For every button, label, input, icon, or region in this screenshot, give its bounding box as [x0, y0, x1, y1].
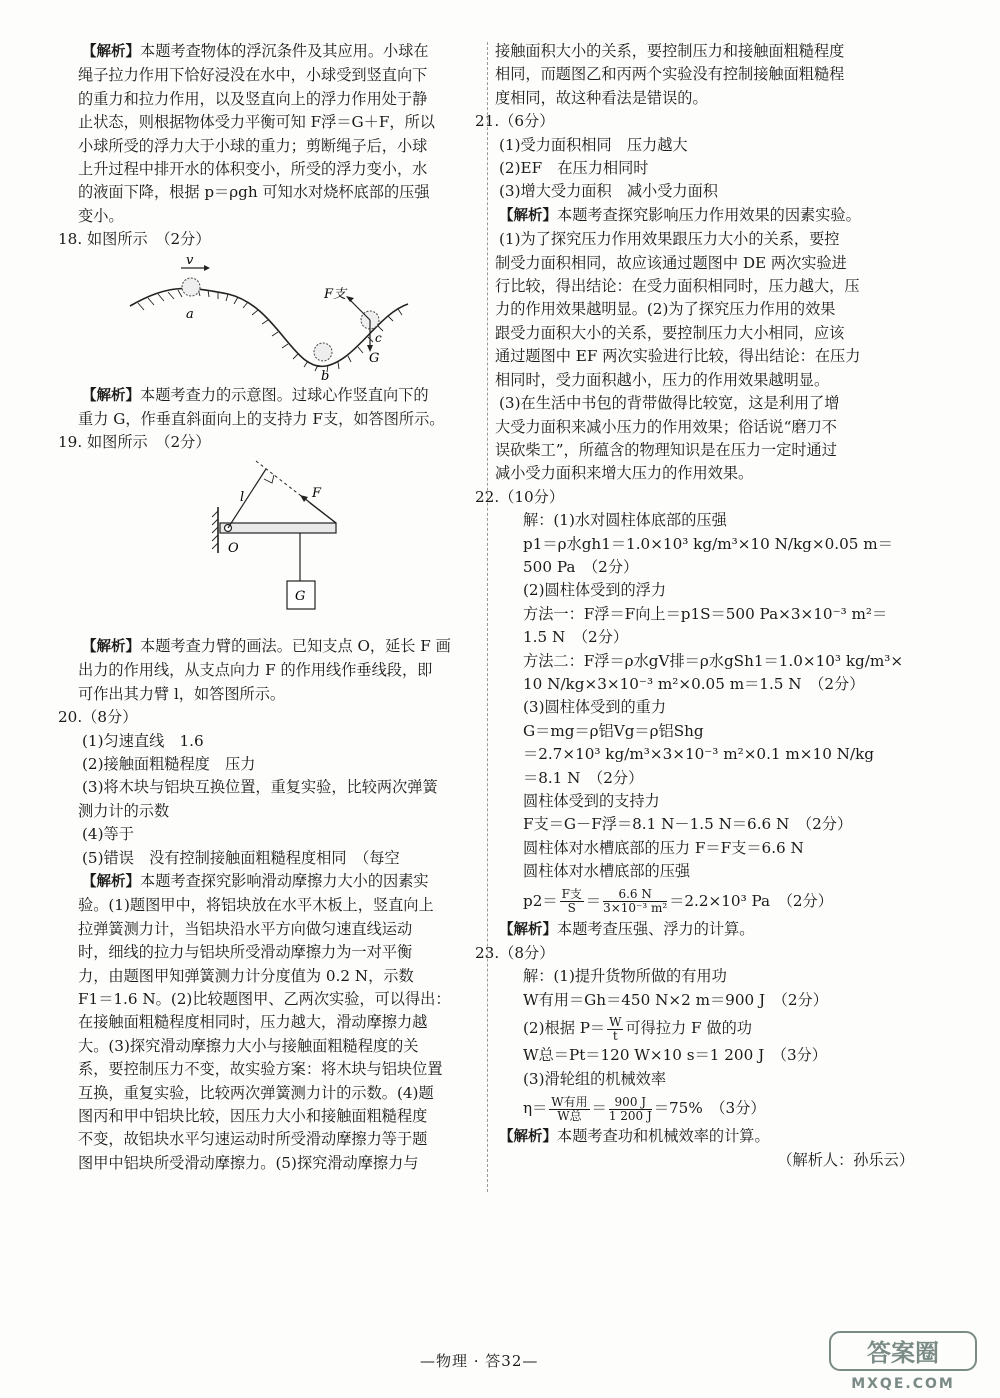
q20-analysis-line: 验。(1)题图甲中，将铝块放在水平木板上，竖直向上: [78, 896, 434, 915]
q20-analysis-line: 系，要控制压力不变，故实验方案：将木块与铝块位置: [78, 1060, 443, 1079]
q22-solution-line: 圆柱体对水槽底部的压强: [523, 862, 691, 881]
q17-analysis-line: 小球所受的浮力大于小球的重力；剪断绳子后，小球: [78, 136, 428, 155]
q20-answer-line: (4)等于: [82, 825, 134, 844]
q21-analysis-line: (1)为了探究压力作用效果跟压力大小的关系，要控: [499, 230, 840, 249]
q19-heading: 19. 如图所示 （2分）: [58, 433, 211, 452]
q20-analysis-line: 时，细线的拉力与铝块所受滑动摩擦力为一对平衡: [78, 943, 413, 962]
q21-answer-line: (2)EF 在压力相同时: [499, 159, 649, 178]
point-a-label: a: [186, 306, 194, 322]
q22-solution-line: F支＝G－F浮＝8.1 N－1.5 N＝6.6 N （2分）: [523, 815, 853, 834]
q20-analysis-line: 图甲中铝块所受滑动摩擦力。(5)探究滑动摩擦力与: [78, 1153, 419, 1172]
analysis-tag: 【解析】: [82, 387, 140, 404]
q17-analysis-line: 绳子拉力作用下恰好浸没在水中，小球受到竖直向下: [78, 66, 428, 85]
q21-analysis-line: 跟受力面积大小的关系，要控制压力大小相同，应该: [495, 323, 845, 342]
q21-analysis-line: 制受力面积相同，故应该通过题图中 DE 两次实验进: [495, 253, 847, 272]
right-column: [475, 40, 920, 1173]
q21-analysis-line: 误砍柴工”，所蕴含的物理知识是在压力一定时通过: [495, 440, 837, 459]
q23-heading: 23.（8分）: [475, 944, 555, 963]
q23-solution-line: W总＝Pt＝120 W×10 s＝1 200 J （3分）: [523, 1046, 827, 1065]
q21-analysis-line: 【解析】本题考查探究影响压力作用效果的因素实验。: [499, 205, 861, 224]
q21-analysis-line: 力的作用效果越明显。(2)为了探究压力作用的效果: [495, 300, 836, 319]
q21-answer-line: (1)受力面积相同 压力越大: [499, 135, 688, 154]
velocity-label: v: [186, 253, 194, 268]
q22-pressure-formula: p2＝ $\frac{\text{F支}}{S}$ ＝ $\frac{6.6 N}{\text{3×10⁻³ m²}}$ ＝2.2×10³ Pa （2分）: [523, 887, 833, 916]
q22-solution-line: 1.5 N （2分）: [523, 628, 629, 647]
q20-analysis-line: 拉弹簧测力计，当铝块沿水平方向做匀速直线运动: [78, 919, 413, 938]
q20-answer-line: (3)将木块与铝块互换位置，重复实验，比较两次弹簧: [82, 778, 438, 797]
q20-analysis-continued: 度相同，故这种看法是错误的。: [495, 88, 708, 107]
q18-heading: 18. 如图所示 （2分）: [58, 230, 211, 249]
q20-analysis-line: 大。(3)探究滑动摩擦力大小与接触面粗糙程度的关: [78, 1036, 419, 1055]
q20-answer-line: (2)接触面粗糙程度 压力: [82, 754, 256, 773]
q22-solution-line: 圆柱体受到的支持力: [523, 792, 660, 810]
q17-analysis-line: 上升过程中排开水的体积变小，所受的浮力变小，水: [78, 160, 428, 179]
q22-solution-line: ＝8.1 N （2分）: [523, 768, 644, 787]
q20-analysis-line: F1＝1.6 N。(2)比较题图甲、乙两次实验，可以得出：: [78, 989, 451, 1008]
q21-analysis-line: 相同时，受力面积越小，压力的作用效果越明显。: [495, 370, 830, 389]
q22-solution-line: 圆柱体对水槽底部的压力 F＝F支＝6.6 N: [523, 838, 804, 857]
fraction: $\frac{W}{t}$: [609, 1014, 622, 1043]
q20-heading: 20.（8分）: [58, 708, 138, 727]
q20-analysis-line: 力，由题图甲知弹簧测力计分度值为 0.2 N，示数: [78, 966, 414, 985]
q17-analysis-line: 的重力和拉力作用，以及竖直向上的浮力作用处于静: [78, 89, 428, 108]
q20-analysis-line: 在接触面粗糙程度相同时，压力越大，滑动摩擦力越: [78, 1013, 428, 1032]
q20-analysis-line: 【解析】本题考查探究影响滑动摩擦力大小的因素实: [82, 871, 429, 890]
svg-text:答案圈: 答案圈: [867, 1339, 939, 1367]
q22-solution-line: 500 Pa （2分）: [523, 557, 639, 576]
q19-analysis-line: 可作出其力臂 l，如答图所示。: [78, 684, 286, 703]
q22-solution-line: (2)圆柱体受到的浮力: [523, 581, 667, 600]
gravity-label: G: [369, 350, 380, 366]
q20-analysis-line: 图丙和甲中铝块比较，因压力大小和接触面粗糙程度: [78, 1107, 428, 1125]
q18-analysis-line: 重力 G，作垂直斜面向上的支持力 F支，如答图所示。: [78, 410, 445, 429]
pivot-o-label: O: [228, 540, 239, 556]
q21-analysis-line: 通过题图中 EF 两次实验进行比较，得出结论：在压力: [495, 347, 861, 366]
svg-text:MXQE.COM: MXQE.COM: [851, 1376, 955, 1392]
q20-answer-line: (5)错误 没有控制接触面粗糙程度相同 （每空: [82, 848, 400, 867]
q22-solution-line: 方法一：F浮＝F向上＝p1S＝500 Pa×3×10⁻³ m²＝: [523, 604, 888, 623]
q23-efficiency-formula: η＝ $\frac{\text{W有用}}{\text{W总}}$ ＝ $\frac{900 J}{1 200 J}$ ＝75% （3分）: [523, 1094, 766, 1123]
q17-analysis-line: 止状态，则根据物体受力平衡可知 F浮＝G＋F，所以: [78, 113, 435, 132]
q21-analysis-line: 行比较，得出结论：在受力面积相同时，压力越大，压: [495, 277, 860, 296]
q17-analysis-line: 【解析】本题考查物体的浮沉条件及其应用。小球在: [82, 42, 429, 60]
q22-analysis-line: 【解析】本题考查压强、浮力的计算。: [499, 919, 755, 938]
q21-analysis-line: 大受力面积来减小压力的作用效果；俗话说“磨刀不: [495, 417, 837, 436]
lever-arm-label: l: [240, 489, 245, 505]
q20-analysis-continued: 相同，而题图乙和丙两个实验没有控制接触面粗糙程: [495, 65, 845, 84]
q23-power-formula: (2)根据 P＝ $\frac{W}{t}$ 可得拉力 F 做的功: [523, 1014, 752, 1043]
q22-heading: 22.（10分）: [475, 487, 565, 506]
q23-analysis-line: 【解析】本题考查功和机械效率的计算。: [499, 1127, 770, 1146]
weight-g-label: G: [295, 588, 306, 604]
q22-solution-line: (3)圆柱体受到的重力: [523, 698, 667, 717]
fraction: $\frac{6.6 N}{\text{3×10⁻³ m²}}$: [603, 887, 668, 916]
fraction: $\frac{\text{W有用}}{\text{W总}}$: [551, 1094, 588, 1123]
q17-analysis-line: 变小。: [78, 206, 124, 225]
q17-analysis-line: 的液面下降，根据 p＝ρgh 可知水对烧杯底部的压强: [78, 183, 430, 202]
q21-answer-line: (3)增大受力面积 减小受力面积: [499, 182, 718, 201]
analysis-tag: 【解析】: [499, 1129, 557, 1146]
q22-solution-line: 10 N/kg×3×10⁻³ m²×0.05 m＝1.5 N （2分）: [523, 674, 865, 693]
q22-solution-line: ＝2.7×10³ kg/m³×3×10⁻³ m²×0.1 m×10 N/kg: [523, 745, 875, 764]
q22-solution-line: p1＝ρ水gh1＝1.0×10³ kg/m³×10 N/kg×0.05 m＝: [523, 534, 893, 553]
q20-analysis-line: 不变，故铝块水平匀速运动时所受滑动摩擦力等于题: [78, 1130, 428, 1149]
q19-analysis-line: 出力的作用线，从支点向力 F 的作用线作垂线段，即: [78, 661, 433, 680]
q20-analysis-line: 互换，重复实验，比较两次弹簧测力计的示数。(4)题: [78, 1083, 434, 1102]
watermark-logo: [828, 1330, 978, 1392]
force-f-label: F: [312, 485, 322, 501]
column-divider: [487, 42, 488, 1192]
analysis-tag: 【解析】: [499, 921, 557, 938]
q21-analysis-line: 减小受力面积来增大压力的作用效果。: [495, 464, 754, 483]
analyst-credit: （解析人：孙乐云）: [777, 1151, 914, 1170]
page-footer: —物理 · 答32—: [420, 1352, 539, 1370]
analysis-tag: 【解析】: [82, 873, 140, 890]
q22-solution-line: G＝mg＝ρ铝Vg＝ρ铝Shg: [523, 721, 704, 740]
q20-answer-line: (1)匀速直线 1.6: [82, 731, 204, 750]
q20-answer-line: 测力计的示数: [78, 801, 170, 820]
support-force-label: F支: [324, 286, 347, 302]
point-c-label: c: [375, 330, 382, 345]
q21-heading: 21.（6分）: [475, 112, 555, 131]
q22-solution-line: 解：(1)水对圆柱体底部的压强: [523, 511, 727, 530]
q23-solution-line: 解：(1)提升货物所做的有用功: [523, 967, 727, 986]
analysis-tag: 【解析】: [82, 44, 140, 60]
fraction: $\frac{\text{F支}}{S}$: [561, 887, 582, 916]
q22-solution-line: 方法二：F浮＝ρ水gV排＝ρ水gSh1＝1.0×10³ kg/m³×: [523, 651, 904, 670]
q19-analysis-line: 【解析】本题考查力臂的画法。已知支点 O，延长 F 画: [82, 636, 451, 655]
q19-figure: [78, 457, 478, 633]
q20-analysis-continued: 接触面积大小的关系，要控制压力和接触面粗糙程度: [495, 42, 845, 60]
q18-analysis-line: 【解析】本题考查力的示意图。过球心作竖直向下的: [82, 385, 429, 404]
analysis-tag: 【解析】: [499, 207, 557, 224]
fraction: $\frac{900 J}{1 200 J}$: [608, 1094, 652, 1123]
q18-figure: [78, 254, 478, 382]
q21-analysis-line: (3)在生活中书包的背带做得比较宽，这是利用了增: [499, 394, 840, 413]
point-b-label: b: [321, 368, 330, 382]
q23-solution-line: (3)滑轮组的机械效率: [523, 1069, 667, 1088]
analysis-tag: 【解析】: [82, 638, 140, 655]
q23-solution-line: W有用＝Gh＝450 N×2 m＝900 J （2分）: [523, 990, 828, 1009]
left-column: [58, 40, 478, 1175]
